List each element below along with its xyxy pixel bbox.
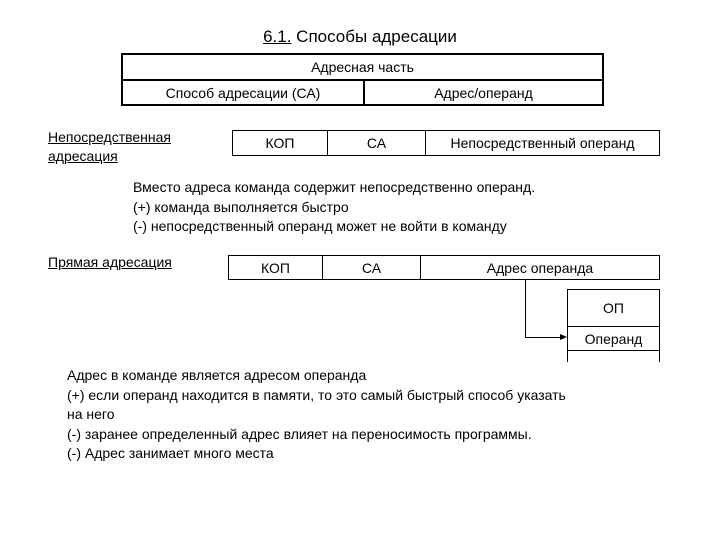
page-title: 6.1. Способы адресации — [263, 27, 457, 46]
pointer-line — [525, 280, 526, 338]
direct-mode-cell: СА — [322, 255, 421, 280]
memory-operand-cell: Операнд — [567, 326, 660, 351]
arrow-head-icon — [560, 334, 567, 340]
format-header: Адресная часть — [121, 53, 604, 81]
format-col-address: Адрес/операнд — [363, 79, 604, 106]
direct-address-cell: Адрес операнда — [420, 255, 660, 280]
immediate-mode-cell: СА — [327, 130, 426, 156]
pointer-line — [525, 337, 561, 338]
memory-empty-cell — [567, 350, 660, 362]
immediate-label: Непосредственная адресация — [48, 129, 172, 164]
immediate-opcode-cell: КОП — [232, 130, 328, 156]
format-col-mode: Способ адресации (СА) — [121, 79, 365, 106]
memory-header-cell: ОП — [567, 289, 660, 327]
immediate-description: Вместо адреса команда содержит непосредственно операнд. (+) команда выполняется быстро (-) непосредственный операнд может не войти в команду — [133, 179, 536, 234]
direct-opcode-cell: КОП — [228, 255, 323, 280]
immediate-operand-cell: Непосредственный операнд — [425, 130, 660, 156]
direct-label: Прямая адресация — [48, 254, 172, 270]
direct-description: Адрес в команде является адресом операнда (+) если операнд находится в памяти, то это самый быстрый способ указать на него (-) заранее определенный адрес влияет на переносимость программы. (-) Адрес занимает много места — [67, 367, 566, 461]
